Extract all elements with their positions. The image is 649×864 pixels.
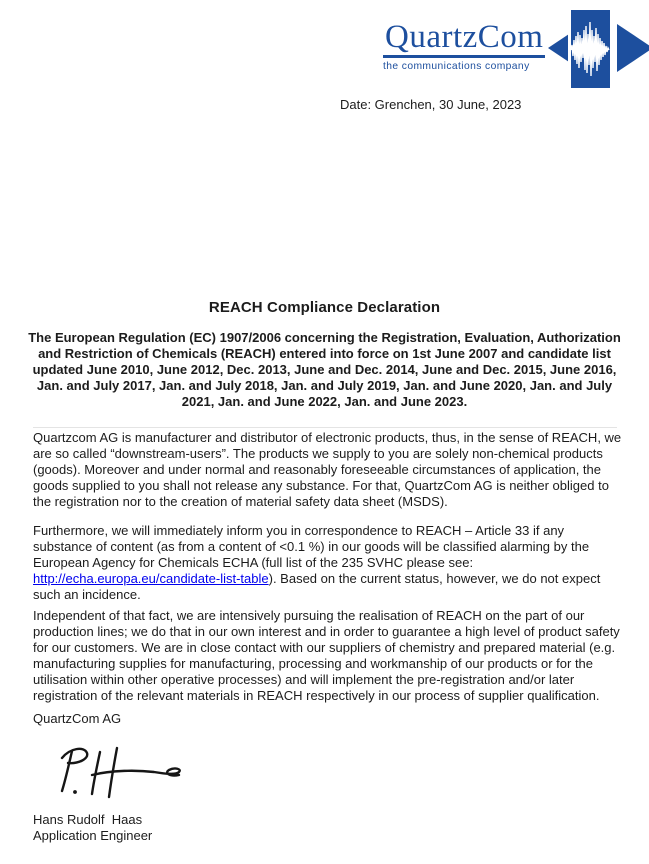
signer-role: Application Engineer [33,828,153,843]
paragraph-article-33 [33,523,622,603]
logo-wordmark: QuartzCom [383,21,545,58]
echa-candidate-list-link[interactable]: http://echa.europa.eu/candidate-list-table [33,570,269,586]
divider-line [33,427,617,428]
page-title: REACH Compliance Declaration [208,299,441,316]
diamond-right-icon [617,24,649,72]
date-line: Date: Grenchen, 30 June, 2023 [340,97,522,112]
logo-text-block [383,21,545,72]
signature-image [42,744,197,802]
quartzcom-logo [383,8,649,88]
paragraph-article-33-tail: ). Based on the current status, however, we do not expect such an incidence. [33,570,601,602]
logo-tagline: the communications company [383,61,530,72]
paragraph-realisation: Independent of that fact, we are intensively pursuing the realisation of REACH on the part of our production lines; we do that in our own interest and in order to guarantee a high level of product safety for our customers. We are in close contact with our suppliers of chemistry and prepared material (e.g. manufacturing supplies for manufacturing, processing and workmanship of our products or for the utilisation within other operative processes) and will implement the pre-registration and/or later registration of the relevant materials in REACH respectively in our process of supplier qualification. [33,608,620,703]
paragraph-downstream-users: Quartzcom AG is manufacturer and distributor of electronic products, thus, in the sense of REACH, we are so called “downstream-users”. The products we supply to you are solely non-chemical products (goods). Moreover and under normal and reasonably foreseeable circumstances of application, the goods supplied to you shall not release any substance. For that, QuartzCom AG is neither obliged to the registration nor to the creation of material safety data sheet (MSDS). [33,430,622,509]
intro-paragraph: The European Regulation (EC) 1907/2006 concerning the Registration, Evaluation, Authorization and Restriction of Chemicals (REACH) entered into force on 1st June 2007 and candidate list updated June 2010, June 2012, Dec. 2013, June and Dec. 2014, June and Dec. 2015, June 2016, Jan. and July 2017, Jan. and July 2018, Jan. and July 2019, Jan. and June 2020, Jan. and July 2021, Jan. and June 2022, Jan. and June 2023. [28,330,621,409]
waveform-diamond-icon [548,10,649,88]
paragraph-article-33-text: Furthermore, we will immediately inform you in correspondence to REACH – Article 33 if any substance of content (as from a content of <0.1 %) in our goods will be classified alarming by the European Agency for Chemicals ECHA (full list of the 235 SVHC please see: [33,523,590,570]
waveform-icon [568,10,613,88]
signer-name: Hans Rudolf Haas [33,812,143,827]
company-name: QuartzCom AG [33,711,122,726]
